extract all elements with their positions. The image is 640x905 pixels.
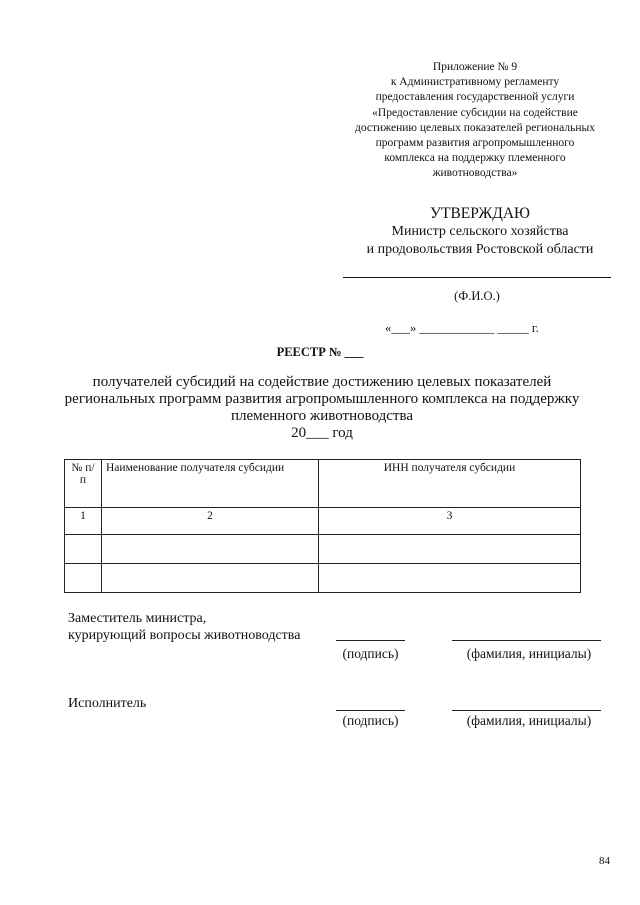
appendix-line: к Административному регламенту [390,76,560,89]
deputy-label-line1: Заместитель министра, [68,611,207,626]
deputy-label [68,610,300,644]
appendix-line: предоставления государственной услуги [375,91,575,104]
appendix-line: Приложение № 9 [432,61,518,73]
executor-signature-caption: (подпись) [342,713,399,728]
approval-date: «___» ____________ _____ г. [385,321,539,335]
deputy-signature-caption: (подпись) [342,646,399,661]
registry-table [64,459,581,593]
appendix-line: животноводства» [432,167,518,180]
executor-label: Исполнитель [68,696,147,711]
registry-title-line: региональных программ развития агропромышленного комплекса на поддержку [64,391,580,407]
deputy-name-caption: (фамилия, инициалы) [466,646,592,661]
approval-title: УТВЕРЖДАЮ [430,205,530,222]
table-row [65,564,581,593]
table-numbering-row [65,508,581,535]
registry-title-line: получателей субсидий на содействие достижению целевых показателей [92,374,552,390]
registry-heading: РЕЕСТР № ___ [276,345,364,359]
table-cell [65,535,102,564]
executor-signature-line [336,710,405,711]
registry-year-line: 20___ год [291,425,353,441]
appendix-block [330,60,620,182]
header-inn: ИНН получателя субсидии [319,460,581,508]
table-cell [102,535,319,564]
executor-name-caption: (фамилия, инициалы) [466,713,592,728]
appendix-line: «Предоставление субсидии на содействие [372,106,578,119]
registry-title-line: племенного животноводства [230,408,414,424]
registry-title [64,374,580,442]
header-num: № п/п [65,460,102,508]
numbering-cell: 3 [319,508,581,535]
approval-position-line2: и продовольствия Ростовской области [366,242,594,257]
header-name: Наименование получателя субсидии [102,460,319,508]
deputy-label-line2: курирующий вопросы животноводства [68,628,301,643]
approval-block [340,205,620,259]
page-number: 84 [599,855,610,867]
numbering-cell: 2 [102,508,319,535]
approval-signature-line [343,277,611,278]
table-cell [319,564,581,593]
numbering-cell: 1 [65,508,102,535]
table-cell [102,564,319,593]
appendix-line: достижению целевых показателей региональных [355,121,595,134]
table-cell [65,564,102,593]
approval-position-line1: Министр сельского хозяйства [391,224,569,239]
appendix-line: комплекса на поддержку племенного [384,152,566,165]
fio-caption: (Ф.И.О.) [454,289,500,303]
table-row [65,535,581,564]
deputy-signature-line [336,640,405,641]
executor-name-line [452,710,601,711]
appendix-line: программ развития агропромышленного [375,137,575,150]
table-header-row [65,460,581,508]
table-cell [319,535,581,564]
deputy-name-line [452,640,601,641]
